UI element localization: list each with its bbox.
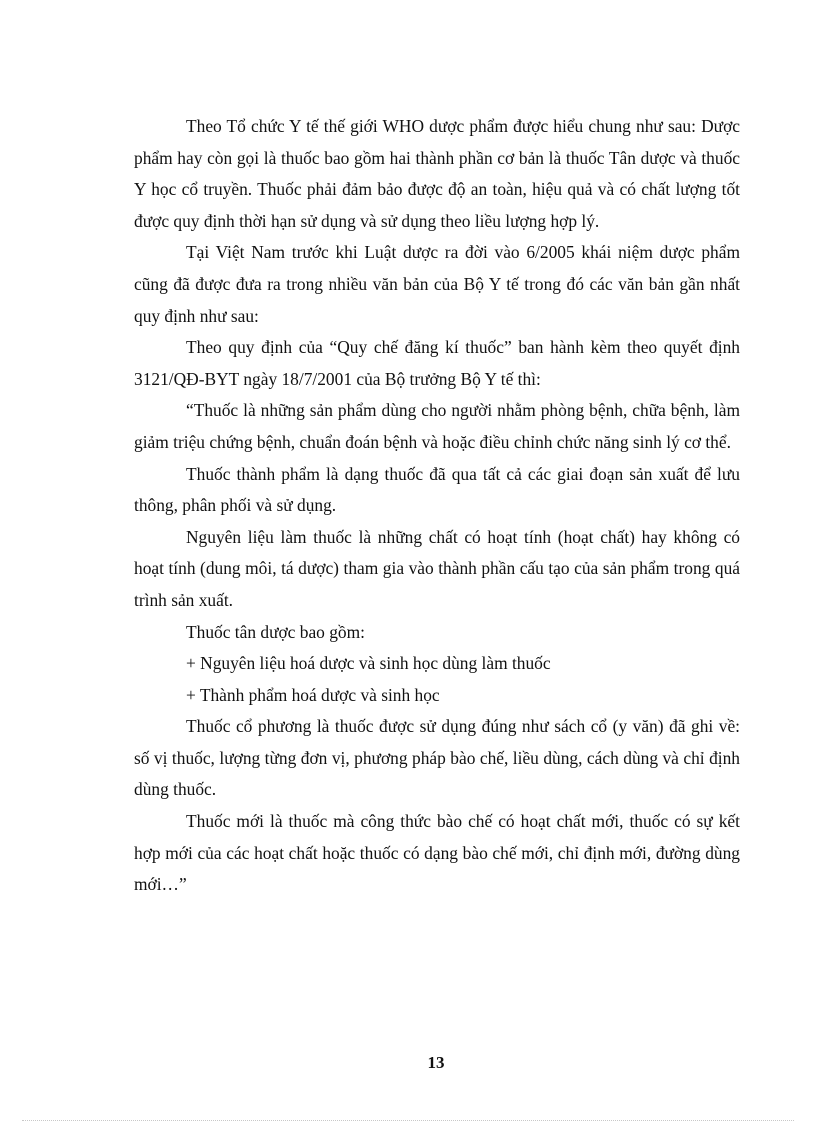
list-item-finished-products: + Thành phẩm hoá dược và sinh học [186,684,440,705]
paragraph-drug-definition: “Thuốc là những sản phẩm dùng cho người nhằm phòng bệnh, chữa bệnh, làm giảm triệu chứng bệnh, chuẩn đoán bệnh và hoặc điều chỉnh chức năng sinh lý cơ thể. [134,400,740,452]
paragraph-regulation-reference: Theo quy định của “Quy chế đăng kí thuốc” ban hành kèm theo quyết định 3121/QĐ-BYT ngày 18/7/2001 của Bộ trưởng Bộ Y tế thì: [134,337,740,389]
list-item-raw-materials: + Nguyên liệu hoá dược và sinh học dùng làm thuốc [186,653,551,674]
paragraph-modern-drugs-heading: Thuốc tân dược bao gồm: [186,621,365,642]
footer-divider [22,1120,794,1121]
page-number: 13 [427,1053,445,1072]
paragraph-traditional-medicine: Thuốc cổ phương là thuốc được sử dụng đúng như sách cổ (y văn) đã ghi về: số vị thuốc, lượng từng đơn vị, phương pháp bào chế, liều dùng, cách dùng và chỉ định dùng thuốc. [134,716,740,800]
body-text [134,111,740,901]
paragraph-new-drug: Thuốc mới là thuốc mà công thức bào chế có hoạt chất mới, thuốc có sự kết hợp mới của các hoạt chất hoặc thuốc có dạng bào chế mới, chỉ định mới, đường dùng mới…” [134,811,740,895]
paragraph-vietnam-context: Tại Việt Nam trước khi Luật dược ra đời vào 6/2005 khái niệm dược phẩm cũng đã được đưa ra trong nhiều văn bản của Bộ Y tế trong đó các văn bản gần nhất quy định như sau: [134,242,740,326]
paragraph-who-definition: Theo Tổ chức Y tế thế giới WHO dược phẩm được hiểu chung như sau: Dược phẩm hay còn gọi là thuốc bao gồm hai thành phần cơ bản là thuốc Tân dược và thuốc Y học cổ truyền. Thuốc phải đảm bảo được độ an toàn, hiệu quả và có chất lượng tốt được quy định thời hạn sử dụng và sử dụng theo liều lượng hợp lý. [134,116,740,231]
paragraph-finished-product: Thuốc thành phẩm là dạng thuốc đã qua tất cả các giai đoạn sản xuất để lưu thông, phân phối và sử dụng. [134,463,740,516]
paragraph-raw-materials: Nguyên liệu làm thuốc là những chất có hoạt tính (hoạt chất) hay không có hoạt tính (dung môi, tá dược) tham gia vào thành phần cấu tạo của sản phẩm trong quá trình sản xuất. [134,526,740,610]
